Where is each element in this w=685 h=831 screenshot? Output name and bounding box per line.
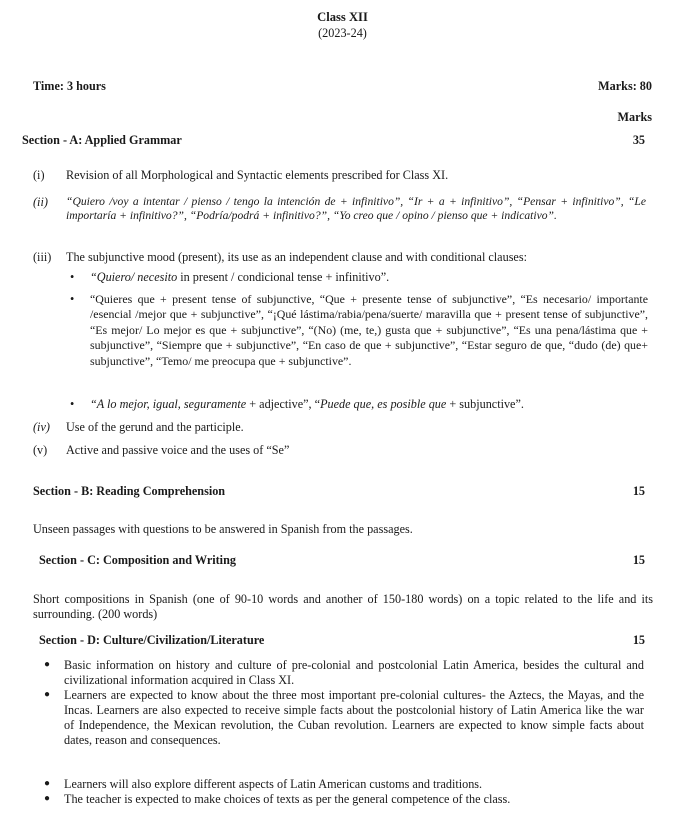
bullet-text: Learners are expected to know about the three most important pre-colonial cultures- the Aztecs, the Mayas, and the Incas. Learners are also expected to receive simple facts about the postcolonial history of Latin America like the war of Independence, the Mexican revolution, the Cuban revolution. Learners are expected to know simple facts about dates, reason and consequences.	[64, 688, 644, 747]
section-a-title: Section - A: Applied Grammar	[22, 133, 182, 147]
bullet-icon: •	[70, 397, 75, 411]
item-number: (v)	[33, 443, 48, 457]
bullet-italic: Puede que, es posible que	[320, 397, 447, 411]
grammar-item-text: Revision of all Morphological and Syntactic elements prescribed for Class XI.	[66, 168, 449, 182]
section-b-title: Section - B: Reading Comprehension	[33, 484, 226, 498]
bullet-text: The teacher is expected to make choices of texts as per the general competence of the class.	[64, 792, 511, 806]
bullet-text: Learners will also explore different aspects of Latin American customs and traditions.	[64, 777, 483, 791]
bullet-icon: ●	[44, 778, 51, 789]
bullet-icon: •	[70, 270, 75, 284]
item-number: (i)	[33, 168, 45, 182]
bullet-text: + subjunctive”.	[446, 397, 524, 411]
section-c-marks: 15	[632, 553, 645, 567]
section-d-title: Section - D: Culture/Civilization/Literature	[39, 633, 265, 647]
section-b-text: Unseen passages with questions to be answered in Spanish from the passages.	[33, 522, 413, 536]
bullet-text: Basic information on history and culture of pre-colonial and postcolonial Latin America, besides the cultural and civilizational information acquired in Class XI.	[64, 658, 644, 687]
item-number: (ii)	[33, 195, 48, 209]
bullet-icon: ●	[44, 659, 51, 670]
grammar-item-text: The subjunctive mood (present), its use as an independent clause and with conditional clauses:	[66, 250, 527, 264]
bullet-icon: ●	[44, 689, 51, 700]
section-c-title: Section - C: Composition and Writing	[39, 553, 236, 567]
bullet-icon: ●	[44, 793, 51, 804]
grammar-item-text: Use of the gerund and the participle.	[66, 420, 244, 434]
grammar-item-text: Active and passive voice and the uses of “Se”	[66, 443, 290, 457]
bullet-italic: “Quiero/ necesito	[90, 270, 178, 284]
bullet-text: “Quieres que + present tense of subjunctive, “Que + presente tense of subjunctive”, “Es necesario/ importante /esencial /mejor que + subjunctive”, “¡Qué lástima/rabia/pena/suerte/ maravilla que + present tense of subjunctive”, “Es mejor/ Lo mejor es que + subjunctive”, “(No) (me, te,) gusta que + subjunctive”, “Es una pena/lástima que + subjunctive”, “Siempre que + subjunctive”, “En caso de que + subjunctive”, “Estar seguro de que, “dudo (de) que+ subjunctive”, “Temo/ me preocupa que + subjunctive”.	[90, 292, 648, 368]
total-marks: Marks: 80	[598, 79, 652, 93]
section-d-marks: 15	[632, 633, 645, 647]
item-number: (iii)	[33, 250, 52, 264]
item-number: (iv)	[33, 420, 50, 434]
section-a-marks: 35	[632, 133, 645, 147]
time-label: Time: 3 hours	[33, 79, 106, 93]
class-title: Class XII	[317, 10, 368, 24]
marks-column-heading: Marks	[617, 110, 652, 124]
bullet-text: + adjective”, “	[246, 397, 321, 411]
bullet-italic: “A lo mejor, igual, seguramente	[90, 397, 247, 411]
grammar-item-text: “Quiero /voy a intentar / pienso / tengo la intención de + infinitivo”, “Ir + a + infinitivo”, “Pensar + infinitivo”, “Le importaría + infinitivo?”, “Podría/podrá + infinitivo?”, “Yo creo que / opino / pienso que + indicativo”.	[66, 195, 646, 223]
section-c-text: Short compositions in Spanish (one of 90-10 words and another of 150-180 words) on a topic related to the life and its surrounding. (200 words)	[33, 592, 653, 621]
section-b-marks: 15	[632, 484, 645, 498]
bullet-text: in present / condicional tense + infinitivo”.	[177, 270, 390, 284]
bullet-icon: •	[70, 292, 75, 306]
academic-year: (2023-24)	[318, 26, 367, 40]
